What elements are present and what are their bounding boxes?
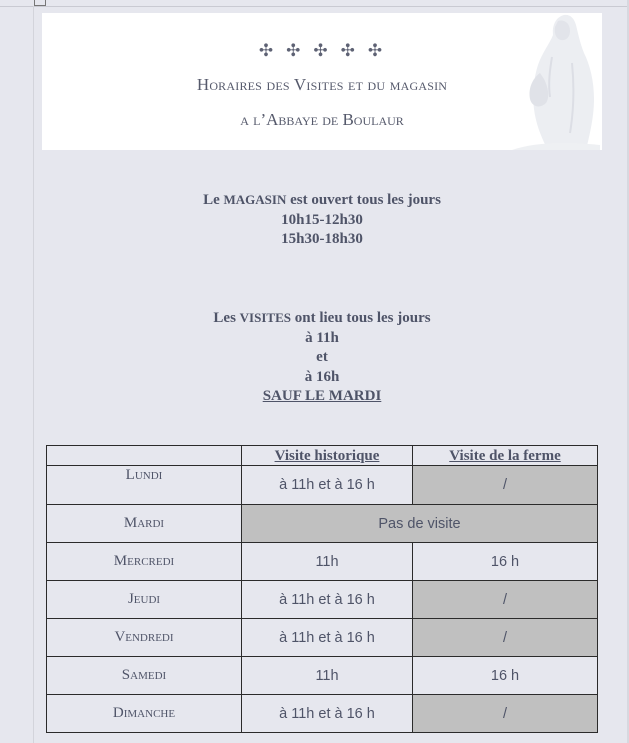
day-cell: Mardi	[47, 505, 242, 543]
visites-line-2: et	[316, 349, 328, 365]
day-cell: Vendredi	[47, 619, 242, 657]
header-empty-cell	[47, 446, 242, 466]
table-header-row	[47, 446, 598, 466]
ferme-cell: /	[413, 619, 598, 657]
magasin-hours-morning: 10h15-12h30	[281, 211, 363, 228]
table-row	[47, 466, 598, 505]
no-visit-cell: Pas de visite	[242, 505, 598, 543]
visites-line-3: à 16h	[304, 368, 340, 385]
day-cell: Jeudi	[47, 581, 242, 619]
visites-heading	[42, 308, 602, 329]
day-cell: Lundi	[47, 466, 242, 505]
historique-cell: à 11h et à 16 h	[242, 581, 413, 619]
header-visite-ferme-label: Visite de la ferme	[449, 448, 561, 464]
magasin-prefix: Le	[203, 192, 224, 208]
historique-cell: à 11h et à 16 h	[242, 695, 413, 733]
page-top-edge	[0, 0, 629, 7]
ferme-cell: /	[413, 466, 598, 505]
table-row	[47, 619, 598, 657]
magasin-keyword: MAGASIN	[223, 192, 287, 207]
ferme-cell: 16 h	[413, 543, 598, 581]
table-row	[47, 695, 598, 733]
ferme-cell: 16 h	[413, 657, 598, 695]
historique-cell: à 11h et à 16 h	[242, 466, 413, 505]
banner-title: Horaires des Visites et du magasin	[196, 75, 448, 94]
day-cell: Dimanche	[47, 695, 242, 733]
magasin-section	[42, 190, 602, 250]
historique-cell: 11h	[242, 543, 413, 581]
table-row	[47, 657, 598, 695]
visites-section	[42, 308, 602, 407]
left-margin-rule	[33, 6, 34, 743]
margin-corner-marker	[34, 0, 46, 6]
day-cell: Mercredi	[47, 543, 242, 581]
magasin-suffix: est ouvert tous les jours	[286, 192, 441, 208]
header-visite-ferme	[413, 446, 598, 466]
visites-exception: SAUF LE MARDI	[262, 388, 382, 404]
historique-cell: 11h	[242, 657, 413, 695]
table-row	[47, 505, 598, 543]
header-visite-historique-label: Visite historique	[274, 448, 380, 464]
banner-subtitle: a l’Abbaye de Boulaur	[240, 110, 404, 129]
visites-suffix: ont lieu tous les jours	[290, 310, 431, 326]
historique-cell: à 11h et à 16 h	[242, 619, 413, 657]
visites-prefix: Les	[213, 310, 240, 326]
schedule-table	[46, 445, 598, 733]
day-cell: Samedi	[47, 657, 242, 695]
magasin-heading	[42, 190, 602, 211]
visites-line-1: à 11h	[305, 329, 339, 346]
nun-silhouette-icon	[512, 13, 600, 150]
ferme-cell: /	[413, 695, 598, 733]
magasin-hours-afternoon: 15h30-18h30	[281, 231, 363, 247]
ferme-cell: /	[413, 581, 598, 619]
ornament-crosses: ✣✣✣✣✣	[258, 41, 396, 60]
table-row	[47, 543, 598, 581]
visites-keyword: VISITES	[239, 310, 291, 325]
table-row	[47, 581, 598, 619]
header-visite-historique	[242, 446, 413, 466]
header-banner	[42, 13, 602, 150]
